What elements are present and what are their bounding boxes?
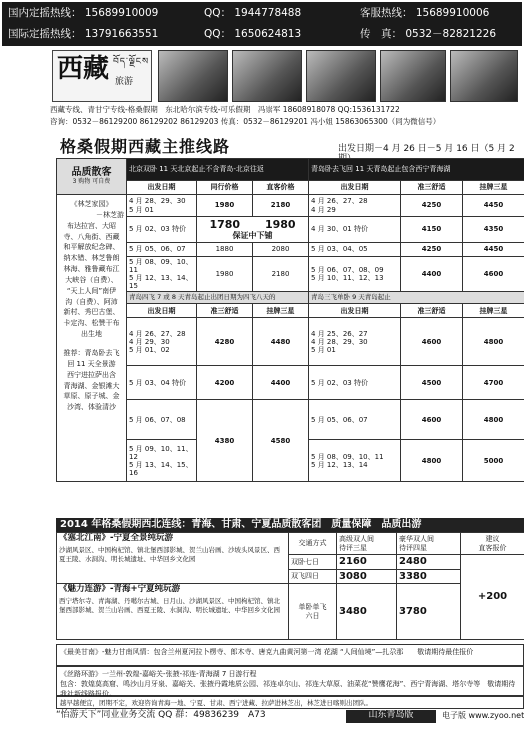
sec1-col-a0: 出发日期 <box>127 181 197 195</box>
sec1-header-a: 北京双卧 11 天北京起止不含青岛-北京往返 <box>127 159 309 181</box>
sec2-b-date-1: 5 月 02、03 特价 <box>309 366 401 400</box>
left-note-1: 回 11 天全景游 <box>67 359 116 368</box>
nw-col-0: 交通方式 <box>289 533 337 555</box>
sec2-b-date-3: 5 月 08、09、10、11 5 月 12、13、14 <box>309 440 401 482</box>
sec2-b-p1-0: 4600 <box>401 318 463 366</box>
sec1-b-date-1: 4 月 30、01 特价 <box>309 217 401 243</box>
left-line-2: 布达拉宫、大昭 <box>67 221 116 230</box>
sec2-a-date-1: 5 月 03、04 特价 <box>127 366 197 400</box>
sec1-col-a2: 直客价格 <box>253 181 309 195</box>
sec2-header-b: 青岛三飞单卧 9 天青岛起止 <box>309 292 524 304</box>
sec2-col-b0: 出发日期 <box>309 304 401 318</box>
nw-route-2-name: 《魅力连游》-青海+宁夏纯玩游 <box>59 584 181 594</box>
left-line-8: “天上人间”南伊 <box>66 286 117 295</box>
sec1-col-b0: 出发日期 <box>309 181 401 195</box>
sec1-a-note: 保证中下铺 <box>232 231 273 241</box>
brand-block <box>50 48 524 136</box>
page-title: 格桑假期西藏主推线路 <box>60 137 231 156</box>
sec2-col-b2: 挂牌三星 <box>463 304 524 318</box>
extra-note: 越早越便宜，团期不定，欢迎咨询青海一地、宁夏、甘肃、西宁进藏、拉萨进林芝出，林芝进日喀则出团队。 <box>56 696 524 709</box>
nw-col-1: 高级双人间 待评三星 <box>337 533 397 555</box>
sec1-b-p2-3: 4600 <box>463 257 524 292</box>
qq-number-1: QQ： 1944778488 <box>204 7 302 19</box>
hotline-row-1 <box>8 4 516 23</box>
nw-r1-p2a: 3080 <box>337 569 397 584</box>
sec2-b-p1-2: 4600 <box>401 400 463 440</box>
left-line-4: 和平解放纪念碑、 <box>63 243 120 252</box>
left-line-9: 沟（自费）、阿沛 <box>65 297 118 306</box>
nw-r2-trans: 单卧单飞 六日 <box>289 584 337 640</box>
sec2-col-b1: 准三舒适 <box>401 304 463 318</box>
footer-qq-group: “怡游天下”同业业务交流 QQ 群：49836239 A73 <box>56 710 266 720</box>
sec1-b-p1-2: 4250 <box>401 243 463 257</box>
scenery-photo-5 <box>450 50 518 102</box>
sec1-col-b2: 挂牌三星 <box>463 181 524 195</box>
sec1-a-special-cell <box>197 217 309 243</box>
sec2-a-p2-0: 4480 <box>253 318 309 366</box>
sec1-a-p2-0: 2180 <box>253 195 309 217</box>
logo-sub-text: 旅游 <box>115 77 134 87</box>
northwest-title: 2014 年格桑假期西北连线：青海、甘肃、宁夏品质散客团 质量保障 品质出游 <box>56 518 524 532</box>
nw-route-1 <box>57 533 289 584</box>
sec1-a-p1-3: 1980 <box>197 257 253 292</box>
departure-dates: 出发日期－4 月 26 日－5 月 16 日（5 月 2 <box>338 144 515 154</box>
routes-line: 西藏专线、青甘宁专线-格桑假期 东北哈尔滨专线-可乐假期 冯崇军 18608918078 QQ:1536131722 <box>50 105 400 114</box>
nw-route-2-desc: 西宁塔尔寺、青海湖、丹噶尔古城、日月山、沙湖风景区、中国枸杞馆、镇北堡西部影城、贺兰山岩画、西夏王陵、水洞沟、明长城遗址、中华回乡文化园 <box>59 596 280 615</box>
nw-route-1-desc: 沙湖风景区、中国枸杞馆、镇北堡西部影城、贺兰山岩画、沙坡头风景区、西夏王陵、水洞沟、明长城遗址、中华回乡文化园 <box>59 545 280 564</box>
scenery-photo-4 <box>380 50 446 102</box>
intl-hotline: 国际定摇热线： 13791663551 <box>8 28 159 40</box>
left-line-7: 大峡谷（自费）、 <box>65 275 118 284</box>
sec1-a-date-0: 4 月 28、29、30 5 月 01 <box>127 195 197 217</box>
tibet-price-table <box>56 158 524 482</box>
sec2-col-a2: 挂牌三星 <box>253 304 309 318</box>
nw-r1-trans2: 双飞四日 <box>289 569 337 584</box>
left-note-5: 沙湾、体验清沙 <box>67 403 116 412</box>
sec2-a-p2-3: 4580 <box>253 400 309 482</box>
left-line-0: 《林芝家园》 <box>70 200 113 208</box>
left-panel-header <box>57 159 127 195</box>
left-line-6: 林海、雅鲁藏布江 <box>63 265 120 274</box>
left-line-1: －林芝游 <box>96 210 124 219</box>
extra-route-silkroad: 《丝路环游》一兰州-敦煌-嘉峪关-张掖-祁连-青海湖 7 日游行程 包含：敦煌莫高窟、鸣沙山月牙泉、嘉峪关、张掖丹霞地质公园、祁连卓尔山、祁连大草原、油菜花“赞鹰花海”、西宁青海湖、塔尔寺等 敬请期待我社新线路报价。 <box>56 666 524 696</box>
left-note-2: 西宁进拉萨出含 <box>67 370 116 379</box>
sec2-b-p1-3: 4800 <box>401 440 463 482</box>
sec2-a-p1-1: 4200 <box>197 366 253 400</box>
left-note-4: 草原、原子城、金 <box>63 392 120 401</box>
sec2-b-p2-2: 4800 <box>463 400 524 440</box>
extra-route-gannan: 《最美甘南》-魅力甘南风情：包含兰州夏河拉卜楞寺、郎木寺、唐克九曲黄河第一湾 花湖 “人间仙境”—扎尕那 敬请期待最佳报价 <box>56 644 524 666</box>
domestic-hotline: 国内定摇热线： 15689910009 <box>8 7 159 19</box>
hotline-row-2 <box>8 25 516 44</box>
service-hotline: 客服热线： 15689910006 <box>360 7 490 19</box>
sec2-a-date-2: 5 月 06、07、08 <box>127 400 197 440</box>
sec2-b-p1-1: 4500 <box>401 366 463 400</box>
sec1-b-p2-0: 4450 <box>463 195 524 217</box>
sec1-a-date-2: 5 月 05、06、07 <box>127 243 197 257</box>
sec2-a-p1-0: 4280 <box>197 318 253 366</box>
logo-main-text: 西藏 <box>57 54 110 84</box>
left-line-11: 卡定沟、松赞干布 <box>63 319 120 328</box>
sec2-col-a0: 出发日期 <box>127 304 197 318</box>
contact-line: 咨询：0532－86129200 86129202 86129203 传真：0532－86129201 冯小姐 15863065300（同为微信号） <box>50 117 441 126</box>
left-panel-sub: 3 购物 可自费 <box>72 177 111 185</box>
nw-r1-p2b: 3380 <box>397 569 461 584</box>
sec2-header-a: 青岛四飞 7 或 8 天青岛起止出团日期为四飞八天的 <box>127 292 309 304</box>
sec1-a-p1-0: 1980 <box>197 195 253 217</box>
sec1-header-b: 青岛卧去飞回 11 天青岛起止包含西宁青海湖 <box>309 159 524 181</box>
left-line-5: 纳木错、林芝鲁朗 <box>63 254 120 263</box>
sec1-col-b1: 准三舒适 <box>401 181 463 195</box>
sec1-b-p1-3: 4400 <box>401 257 463 292</box>
left-line-10: 新村、秀巴古堡、 <box>63 308 120 317</box>
footer-edition-badge: 山东青岛版 <box>346 710 436 723</box>
sec1-b-p2-2: 4450 <box>463 243 524 257</box>
sec2-col-a1: 准三舒适 <box>197 304 253 318</box>
nw-route-1-name: 《塞北江南》-宁夏全景纯玩游 <box>59 533 174 543</box>
sec2-a-date-0: 4 月 26、27、28 4 月 29、30 5 月 01、02 <box>127 318 197 366</box>
scenery-photo-2 <box>232 50 302 102</box>
left-panel-head: 品质散客 <box>71 167 112 179</box>
footer <box>56 710 524 724</box>
nw-r1-p1a: 2160 <box>337 555 397 570</box>
footer-website: 电子版 www.zyoo.net <box>442 711 524 720</box>
sec1-b-date-3: 5 月 06、07、08、09 5 月 10、11、12、13 <box>309 257 401 292</box>
sec1-a-p1-1: 1780 <box>209 217 241 231</box>
scenery-photo-1 <box>158 50 228 102</box>
left-note-3: 青海湖、金银滩大 <box>63 381 120 390</box>
sec2-b-p2-3: 5000 <box>463 440 524 482</box>
left-panel-body <box>57 195 127 482</box>
sec1-b-p2-1: 4350 <box>463 217 524 243</box>
logo-tibetan-text: བོད་ལྗོངས <box>113 57 150 67</box>
sec2-b-date-2: 5 月 05、06、07 <box>309 400 401 440</box>
qq-number-2: QQ： 1650624813 <box>204 28 302 40</box>
left-line-12: 出生地 <box>81 330 102 339</box>
sec1-col-a1: 同行价格 <box>197 181 253 195</box>
left-line-3: 寺、八角街、西藏 <box>63 232 120 241</box>
sec2-a-date-3: 5 月 09、10、11、12 5 月 13、14、15、16 <box>127 440 197 482</box>
sec1-b-date-2: 5 月 03、04、05 <box>309 243 401 257</box>
nw-r1-p1b: 2480 <box>397 555 461 570</box>
left-note-0: 推荐：青岛卧去飞 <box>63 348 120 357</box>
sec1-a-p2-2: 2080 <box>253 243 309 257</box>
scenery-photo-3 <box>306 50 376 102</box>
nw-r1-trans1: 双卧七日 <box>289 555 337 570</box>
nw-route-2 <box>57 584 289 640</box>
nw-col-3: 建议 直客报价 <box>461 533 524 555</box>
sec2-a-p2-1: 4400 <box>253 366 309 400</box>
nw-add-price: +200 <box>461 555 524 640</box>
nw-r2-pa: 3480 <box>337 584 397 640</box>
sec1-a-p2-1: 1980 <box>264 217 296 231</box>
sec2-a-p1-3: 4380 <box>197 400 253 482</box>
tibet-travel-logo <box>52 50 152 102</box>
sec1-b-date-0: 4 月 26、27、28 4 月 29 <box>309 195 401 217</box>
sec1-a-date-1: 5 月 02、03 特价 <box>127 217 197 243</box>
sec2-b-p2-0: 4800 <box>463 318 524 366</box>
sec2-b-p2-1: 4700 <box>463 366 524 400</box>
sec1-a-p2-3: 2180 <box>253 257 309 292</box>
northwest-price-table <box>56 532 524 640</box>
nw-r2-pb: 3780 <box>397 584 461 640</box>
nw-col-2: 豪华双人间 待评四星 <box>397 533 461 555</box>
sec2-b-date-0: 4 月 25、26、27 4 月 28、29、30 5 月 01 <box>309 318 401 366</box>
sec1-b-p1-0: 4250 <box>401 195 463 217</box>
hotline-bar <box>2 2 522 46</box>
sec1-a-p1-2: 1880 <box>197 243 253 257</box>
fax-number: 传 真： 0532－82821226 <box>360 28 497 40</box>
sec1-b-p1-1: 4150 <box>401 217 463 243</box>
sec1-a-date-3: 5 月 08、09、10、11 5 月 12、13、14、15 <box>127 257 197 292</box>
main-title-bar <box>60 138 524 160</box>
